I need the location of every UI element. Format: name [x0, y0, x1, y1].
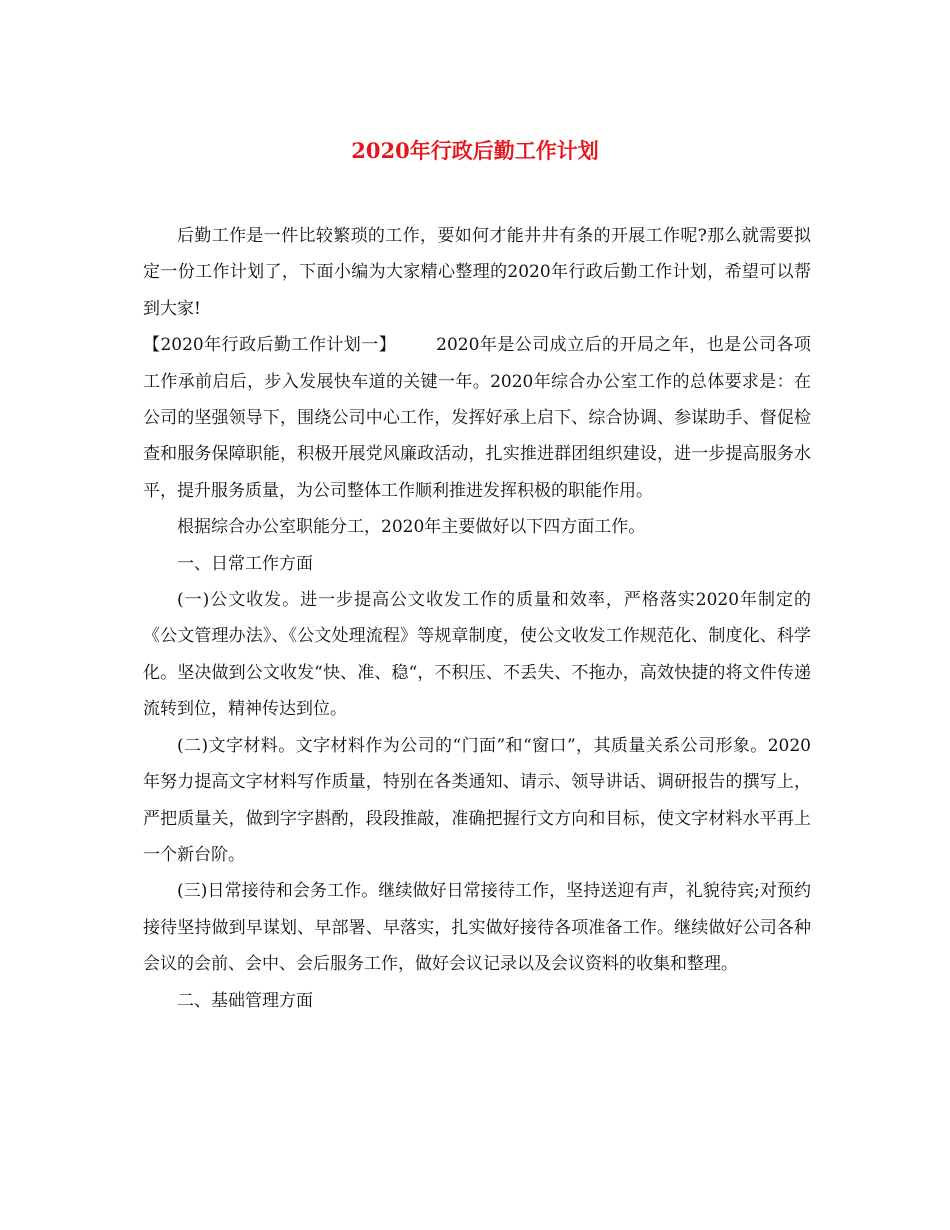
document-handling-paragraph: (一)公文收发。进一步提高公文收发工作的质量和效率，严格落实2020年制定的《公文管理办法》、《公文处理流程》等规章制度，使公文收发工作规范化、制度化、科学化。坚决做到公文收发“快、准、稳“，不积压、不丢失、不拖办，高效快捷的将文件传递流转到位，精神传达到位。	[143, 590, 811, 720]
reception-meetings-paragraph: (三)日常接待和会务工作。继续做好日常接待工作，坚持送迎有声，礼貌待宾;对预约接待坚持做到早谋划、早部署、早落实，扎实做好接待各项准备工作。继续做好公司各种会议的会前、会中、会后服务工作，做好会议记录以及会议资料的收集和整理。	[143, 881, 811, 975]
plan-one-text: 2020年是公司成立后的开局之年，也是公司各项工作承前启后，步入发展快车道的关键一年。2020年综合办公室工作的总体要求是：在公司的坚强领导下，围绕公司中心工作，发挥好承上启下、综合协调、参谋助手、督促检查和服务保障职能，积极开展党风廉政活动，扎实推进群团组织建设，进一步提高服务水平，提升服务质量，为公司整体工作顺利推进发挥积极的职能作用。	[143, 335, 812, 501]
section-heading-daily-work: 一、日常工作方面	[177, 553, 313, 574]
written-materials-paragraph: (二)文字材料。文字材料作为公司的“门面”和“窗口”，其质量关系公司形象。2020年努力提高文字材料写作质量，特别在各类通知、请示、领导讲话、调研报告的撰写上，严把质量关，做到字字斟酌，段段推敲，准确把握行文方向和目标，使文字材料水平再上一个新台阶。	[143, 735, 811, 865]
section-heading-basic-management: 二、基础管理方面	[177, 990, 313, 1011]
section-heading: 【2020年行政后勤工作计划一】	[143, 335, 397, 356]
intro-paragraph: 后勤工作是一件比较繁琐的工作，要如何才能井井有条的开展工作呢?那么就需要拟定一份工作计划了，下面小编为大家精心整理的2020年行政后勤工作计划，希望可以帮到大家!	[143, 226, 811, 319]
overview-paragraph: 根据综合办公室职能分工，2020年主要做好以下四方面工作。	[177, 517, 646, 538]
plan-one-paragraph	[143, 327, 811, 509]
document-body	[143, 218, 811, 1019]
document-title: 2020年行政后勤工作计划	[351, 138, 599, 163]
